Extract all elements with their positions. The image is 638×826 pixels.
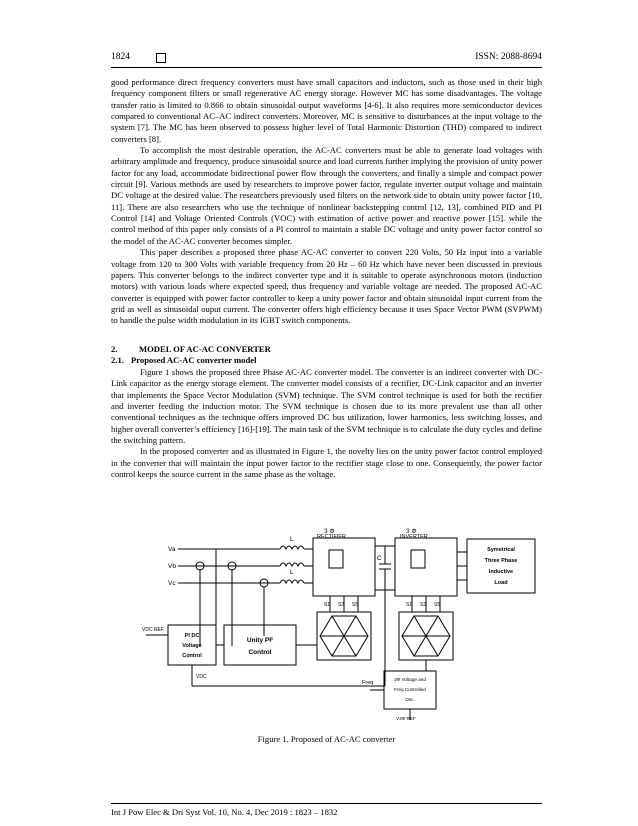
unity-pf-label-2: Control xyxy=(248,649,272,656)
vdc-label: VDC xyxy=(196,674,207,680)
page-footer: Int J Pow Elec & Dri Syst Vol. 10, No. 4, Dec 2019 : 1823 – 1832 xyxy=(111,807,338,817)
switch-s5: S5 xyxy=(352,602,359,608)
paragraph: Figure 1 shows the proposed three Phase AC-AC converter model. The converter is an indirect converter with DC-Link capacitor as the energy storage element. The converter model consists of a rectifier, DC-Link capacitor and an inverter that implements the Space Vector Modulation (SVM) technique. The SVM control technique is used for both the rectifier and inverter feeding the induction motor. The SVM technique is chosen due to its more prevalent use than all other conventional techniques as the technique offers improved DC bus utilization, lower harmonics, less switching losses, and higher overall converter’s efficiency [16]-[19]. The main task of the SVM technique is to calculate the duty cycles and define the switching pattern. xyxy=(111,367,542,446)
load-label-3: Inductive xyxy=(488,569,514,575)
paragraph: To accomplish the most desirable operation, the AC-AC converters must be able to generate load voltages with arbitrary amplitude and frequency, produce sinusoidal source and load currents further implying the provision of unity power factor for any load, accommodate bidirectional power flow through the converters, and finally a simple and compact power circuit [9]. Various methods are used by researchers to improve power factor, regulate inverter output voltage and maintain DC voltage at the desired value. The researchers previously used filters on the network side to obtain unity power factor [10, 11]. There are also researchers who use the technique of nonlinear backstepping control [12, 13], combined PID and PI Control [14] and Voltage Oriented Controls (VOC) with estimation of active power and reactive power [15]. while the control method of this paper only consists of a PI control to maintain a stable DC voltage and unity power factor control so the model of the AC-AC converter becomes simpler. xyxy=(111,145,542,246)
paragraph: good performance direct frequency converters must have small capacitors and inductors, such as those used in their high frequency component filters or small regenerative AC energy storage. However MC has some disadvantages. The voltage transfer ratio is limited to 0.866 to obtain sinusoidal output waveforms [4-6]. It also requires more semiconductor devices compared to conventional AC–AC indirect converters. Moreover, MC is sensitive to disturbances at the input voltage to the system [7]. The MC has been observed to possess higher level of Total Harmonic Distortion (THD) compared to indirect converters [8]. xyxy=(111,77,542,144)
unity-pf-label-1: Unity PF xyxy=(246,637,274,644)
osc-label-1: 3Φ Voltage and xyxy=(394,677,426,682)
load-label-4: Load xyxy=(494,580,508,586)
page-header xyxy=(111,52,542,66)
figure-caption: Figure 1. Proposed of AC-AC converter xyxy=(257,734,396,744)
square-icon xyxy=(156,53,166,63)
paragraph: In the proposed converter and as illustrated in Figure 1, the novelty lies on the unity power factor control employed in the converter that will maintain the input power factor to the rectifier stage close to one. Consequently, the power factor control keeps the source current in the same phase as the voltage. xyxy=(111,446,542,480)
footer-rule xyxy=(111,803,542,804)
rectifier-label-1: 3 Φ xyxy=(324,528,335,535)
issn: ISSN: 2088-8694 xyxy=(475,52,542,62)
inductor-label-2: L xyxy=(290,569,294,576)
intro-text xyxy=(111,77,542,327)
converter-diagram xyxy=(140,526,540,722)
inverter-label-1: 3 Φ xyxy=(406,528,417,535)
switch-s1: S1 xyxy=(324,602,331,608)
vc-label: Vc xyxy=(168,580,176,587)
rectifier-label-2: RECTIFIER xyxy=(317,534,347,540)
vb-label: Vb xyxy=(168,563,176,570)
section-text xyxy=(111,367,542,480)
switch-s3: S3 xyxy=(420,602,427,608)
page-number: 1824 xyxy=(111,52,130,62)
figure-1-diagram xyxy=(140,526,540,722)
header-rule xyxy=(111,67,542,68)
v3ph-ref-label: V3Φ REF xyxy=(396,716,416,721)
paragraph: This paper describes a proposed three phase AC-AC converter to convert 220 Volts, 50 Hz input into a variable voltage from 120 to 300 Volts with variable frequency from 20 Hz – 60 Hz which have never been discussed in previous papers. This converter belongs to the indirect converter type and it is suitable to operate asynchronous motors (induction motors) with various loads where expected speed, thus frequency and variable voltage are needed. The proposed AC-AC converter is equipped with power factor controller to keep a unity power factor and obtain sinusoidal input current from the grid as well as sinusoidal ouput current. The converter offers high efficiency because it uses Space Vector PWM (SVPWM) to handle the pulse width modulation in its IGBT switch components. xyxy=(111,247,542,326)
osc-label-2: Freq Controlled xyxy=(394,687,426,692)
subsection-heading: 2.1. Proposed AC-AC converter model xyxy=(111,355,257,365)
pi-label-3: Control xyxy=(182,653,202,659)
section-heading: 2. MODEL OF AC-AC CONVERTER xyxy=(111,344,271,354)
load-label-2: Three Phase xyxy=(484,558,518,564)
inverter-label-2: INVERTER xyxy=(400,534,428,540)
pi-label-2: Voltage xyxy=(182,643,202,649)
capacitor-label: C xyxy=(377,555,382,562)
osc-label-3: Osc. xyxy=(405,697,415,702)
vdc-ref-label: VDC REF xyxy=(142,627,164,633)
switch-s3: S3 xyxy=(338,602,345,608)
load-label-1: Symetrical xyxy=(487,547,515,553)
va-label: Va xyxy=(168,546,176,553)
switch-s5: S5 xyxy=(434,602,441,608)
inductor-label: L xyxy=(290,536,294,543)
freq-label: Freq xyxy=(362,680,374,686)
switch-s1: S1 xyxy=(406,602,413,608)
pi-label-1: PI DC xyxy=(184,633,200,639)
